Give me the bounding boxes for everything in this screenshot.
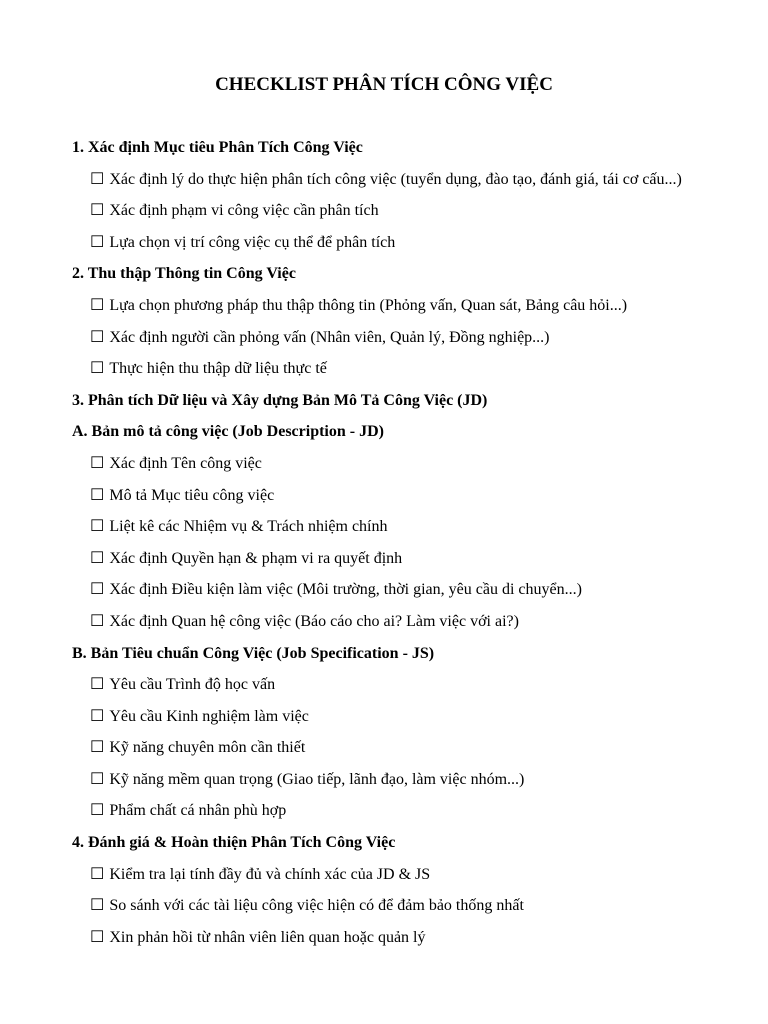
checkbox-icon[interactable]: ☐ (90, 802, 105, 820)
checkbox-icon[interactable]: ☐ (90, 581, 105, 599)
checklist-item (72, 170, 768, 202)
checkbox-icon[interactable]: ☐ (90, 296, 105, 314)
checklist-item (72, 549, 768, 581)
checkbox-icon[interactable]: ☐ (90, 454, 105, 472)
checkbox-icon[interactable]: ☐ (90, 549, 105, 567)
document-title: CHECKLIST PHÂN TÍCH CÔNG VIỆC (215, 74, 553, 95)
checkbox-icon[interactable]: ☐ (90, 233, 105, 251)
checklist-item (72, 359, 768, 391)
checklist-item (72, 580, 768, 612)
checkbox-icon[interactable]: ☐ (90, 518, 105, 536)
checklist-item (72, 801, 768, 833)
checklist-item-label: Yêu cầu Trình độ học vấn (109, 676, 276, 694)
checkbox-icon[interactable]: ☐ (90, 739, 105, 757)
checkbox-icon[interactable]: ☐ (90, 770, 105, 788)
checklist-item-label: Lựa chọn vị trí công việc cụ thể để phân tích (109, 233, 396, 251)
checklist-item (72, 865, 768, 897)
checkbox-icon[interactable]: ☐ (90, 865, 105, 883)
checklist-item-label: So sánh với các tài liệu công việc hiện có để đảm bảo thống nhất (109, 897, 524, 915)
checklist-item (72, 328, 768, 360)
checklist-item (72, 296, 768, 328)
checklist-item (72, 770, 768, 802)
checklist-item (72, 486, 768, 518)
checklist-item-label: Kỹ năng chuyên môn cần thiết (109, 739, 306, 757)
checklist-item-label: Thực hiện thu thập dữ liệu thực tế (109, 360, 327, 378)
checkbox-icon[interactable]: ☐ (90, 486, 105, 504)
checklist-item-label: Phẩm chất cá nhân phù hợp (109, 802, 287, 820)
checklist-item-label: Xác định phạm vi công việc cần phân tích (109, 202, 379, 220)
checklist-item (72, 454, 768, 486)
checklist-item (72, 738, 768, 770)
checklist-item-label: Kỹ năng mềm quan trọng (Giao tiếp, lãnh đạo, làm việc nhóm...) (109, 770, 525, 788)
checkbox-icon[interactable]: ☐ (90, 170, 105, 188)
checklist-item-label: Mô tả Mục tiêu công việc (109, 486, 275, 504)
checklist-item-label: Lựa chọn phương pháp thu thập thông tin (Phỏng vấn, Quan sát, Bảng câu hỏi...) (109, 296, 628, 314)
checkbox-icon[interactable]: ☐ (90, 612, 105, 630)
checklist-item-label: Xác định lý do thực hiện phân tích công việc (tuyển dụng, đào tạo, đánh giá, tái cơ cấu...) (109, 170, 682, 188)
section-heading: 4. Đánh giá & Hoàn thiện Phân Tích Công Việc (72, 834, 396, 852)
checklist-item (72, 675, 768, 707)
checklist-item (72, 612, 768, 644)
checkbox-icon[interactable]: ☐ (90, 676, 105, 694)
checklist-item (72, 233, 768, 265)
section-heading: A. Bản mô tả công việc (Job Description - JD) (72, 423, 384, 441)
checkbox-icon[interactable]: ☐ (90, 897, 105, 915)
checklist-item (72, 896, 768, 928)
checklist-item-label: Kiểm tra lại tính đầy đủ và chính xác của JD & JS (109, 865, 431, 883)
checkbox-icon[interactable]: ☐ (90, 328, 105, 346)
checklist-item-label: Xác định Tên công việc (109, 454, 262, 472)
checklist-item (72, 707, 768, 739)
checklist-item-label: Yêu cầu Kinh nghiệm làm việc (109, 707, 309, 725)
section-heading: 3. Phân tích Dữ liệu và Xây dựng Bản Mô Tả Công Việc (JD) (72, 391, 488, 409)
checkbox-icon[interactable]: ☐ (90, 360, 105, 378)
checklist (0, 138, 768, 959)
checklist-item-label: Xin phản hồi từ nhân viên liên quan hoặc quản lý (109, 928, 426, 946)
checklist-item (72, 201, 768, 233)
checklist-item (72, 517, 768, 549)
checklist-item-label: Xác định Quan hệ công việc (Báo cáo cho ai? Làm việc với ai?) (109, 612, 519, 630)
section-heading: 2. Thu thập Thông tin Công Việc (72, 265, 296, 283)
checklist-item-label: Xác định người cần phỏng vấn (Nhân viên, Quản lý, Đồng nghiệp...) (109, 328, 550, 346)
checklist-item (72, 928, 768, 960)
section-heading: 1. Xác định Mục tiêu Phân Tích Công Việc (72, 139, 363, 156)
checkbox-icon[interactable]: ☐ (90, 202, 105, 220)
checklist-item-label: Xác định Điều kiện làm việc (Môi trường, thời gian, yêu cầu di chuyển...) (109, 581, 582, 599)
checklist-item-label: Xác định Quyền hạn & phạm vi ra quyết định (109, 549, 403, 567)
checkbox-icon[interactable]: ☐ (90, 707, 105, 725)
checklist-item-label: Liệt kê các Nhiệm vụ & Trách nhiệm chính (109, 518, 388, 536)
checkbox-icon[interactable]: ☐ (90, 928, 105, 946)
section-heading: B. Bản Tiêu chuẩn Công Việc (Job Specification - JS) (72, 644, 435, 662)
